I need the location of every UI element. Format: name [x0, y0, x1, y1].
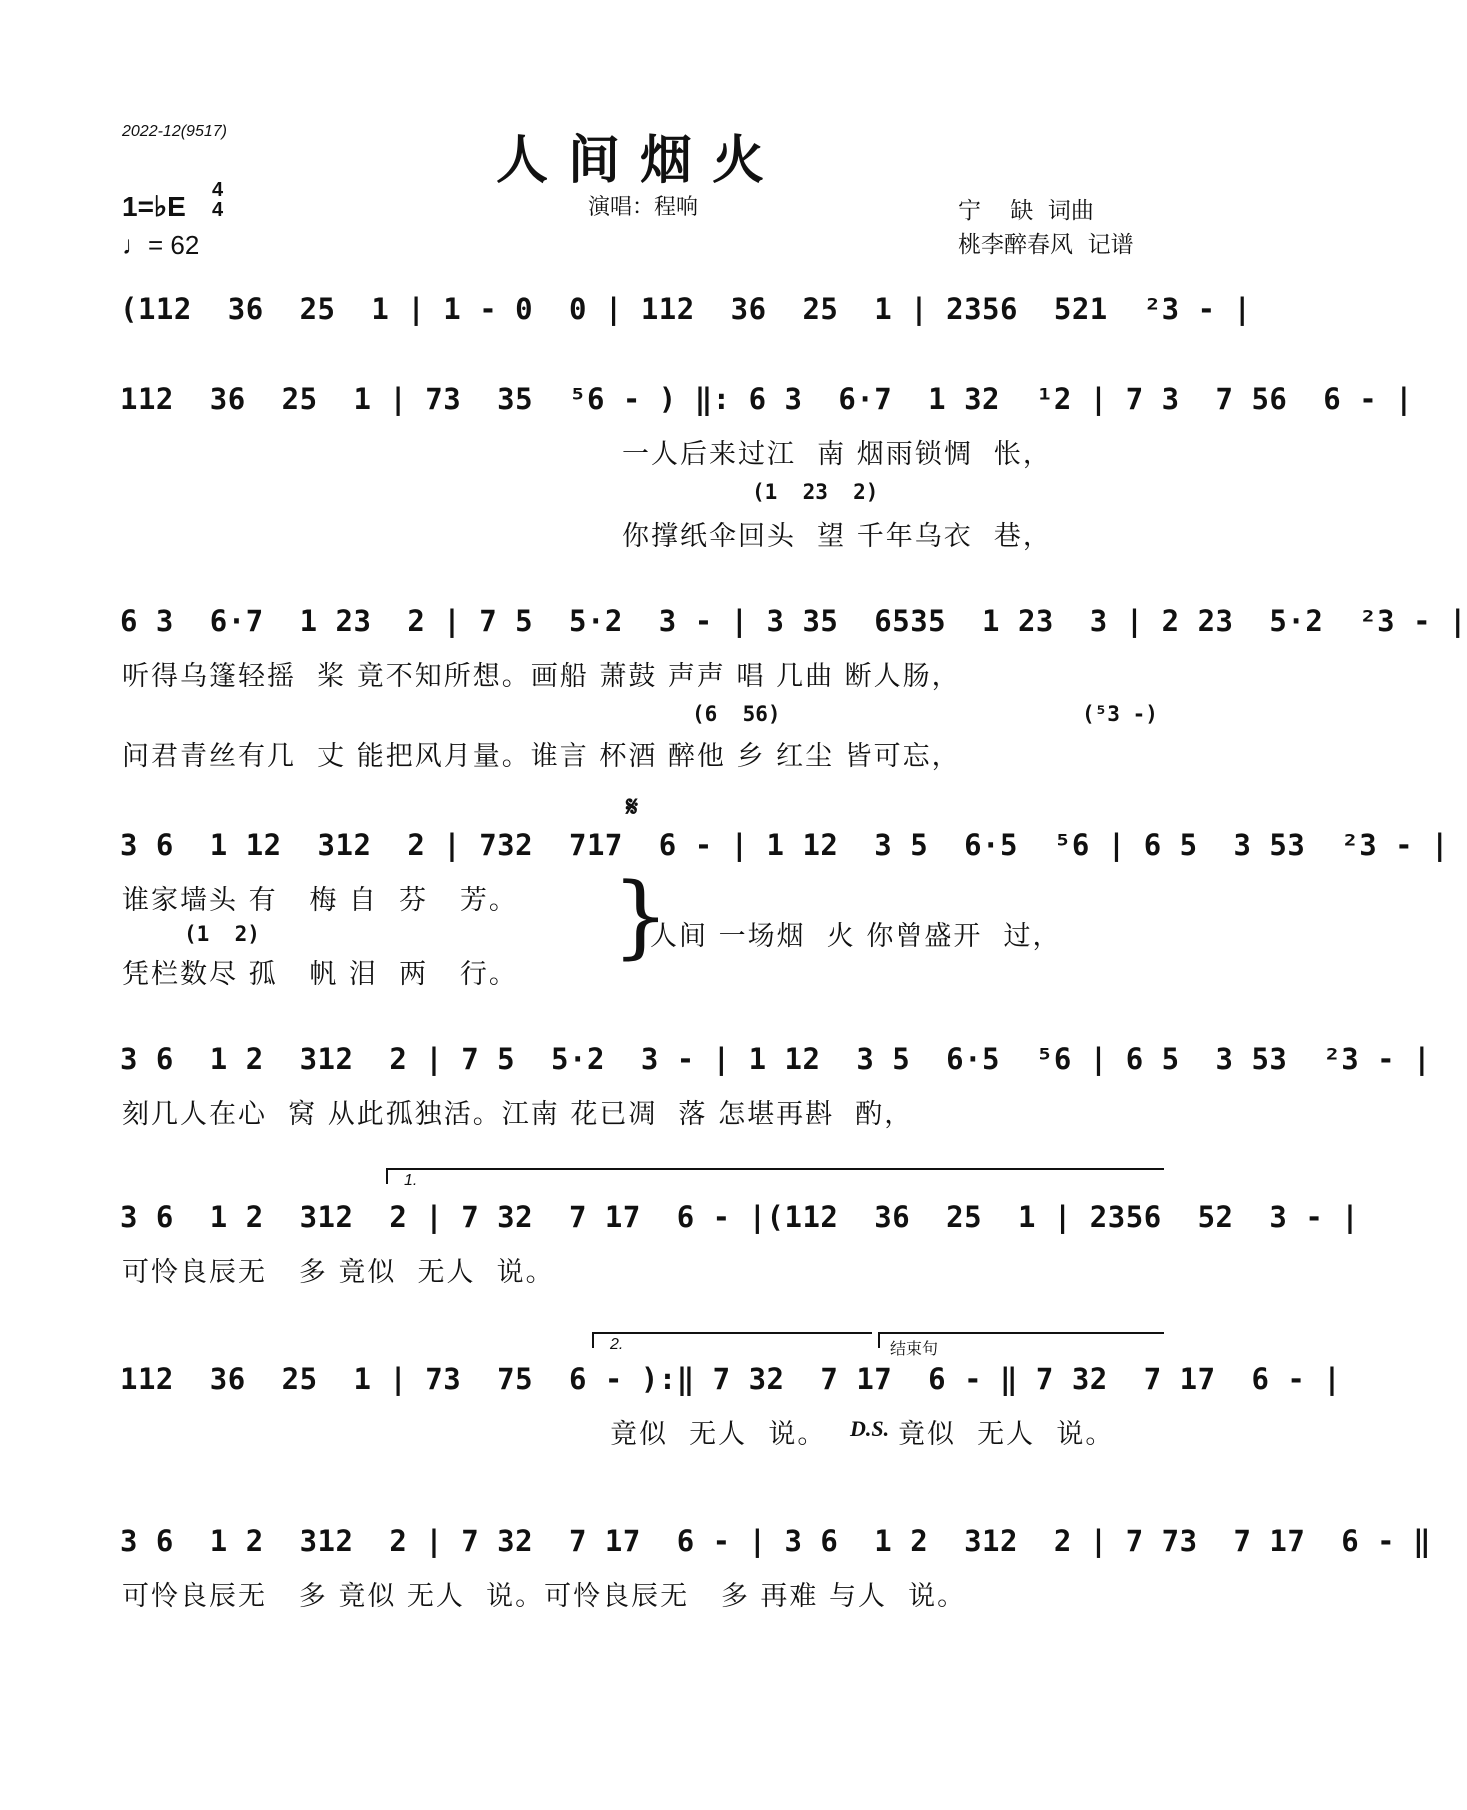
dal-segno-marking: D.S.	[850, 1416, 890, 1441]
verse-brace: }	[612, 864, 670, 969]
tempo-marking: ♩= 62	[122, 230, 200, 260]
lyric-row-4-verse-2: 凭栏数尽 孤 帆 泪 两 行。	[122, 959, 518, 990]
lyric-row-7-b: 竟似 无人 说。	[898, 1419, 1115, 1450]
notation-row-2: 112 36 25 1 | 73 35 ⁵6 - ) ‖: 6 3 6·7 1 32 ¹2 | 7 3 7 56 6 - |	[120, 382, 1414, 416]
song-title: 人间烟火	[495, 130, 784, 191]
lyric-row-3-verse-1: 听得乌篷轻摇 桨 竟不知所想。画船 萧鼓 声声 唱 几曲 断人肠，	[122, 661, 961, 692]
lyric-row-2-verse-1: 一人后来过江 南 烟雨锁惆 怅，	[622, 439, 1052, 470]
sub-notation-row-3: (6 56)	[692, 702, 781, 726]
meter-bottom: 4	[212, 199, 224, 221]
first-ending-bracket	[386, 1168, 1164, 1184]
second-ending-bracket	[592, 1332, 872, 1348]
lyric-row-4-refrain: 人间 一场烟 火 你曾盛开 过，	[650, 921, 1062, 952]
lyric-row-7-a: 竟似 无人 说。	[610, 1419, 827, 1450]
lyric-row-8: 可怜良辰无 多 竟似 无人 说。可怜良辰无 多 再难 与人 说。	[122, 1581, 967, 1612]
notation-row-3: 6 3 6·7 1 23 2 | 7 5 5·2 3 - | 3 35 6535 1 23 3 | 2 23 5·2 ²3 - |	[120, 604, 1467, 638]
sub-notation-row-4: (1 2)	[184, 922, 260, 946]
segno-sign: 𝄋	[626, 790, 639, 823]
notation-row-8: 3 6 1 2 312 2 | 7 32 7 17 6 - | 3 6 1 2 312 2 | 7 73 7 17 6 - ‖	[120, 1524, 1432, 1558]
first-ending-label: 1.	[404, 1172, 418, 1189]
notation-row-6: 3 6 1 2 312 2 | 7 32 7 17 6 - |(112 36 25 1 | 2356 52 3 - |	[120, 1200, 1360, 1234]
sub-notation-row-2: (1 23 2)	[752, 480, 879, 504]
sub-notation-row-3-end: (⁵3 -)	[1082, 702, 1158, 726]
lyric-row-3-verse-2: 问君青丝有几 丈 能把风月量。谁言 杯酒 醉他 乡 红尘 皆可忘，	[122, 741, 961, 772]
lyricist-credit: 宁 缺 词曲	[958, 198, 1094, 224]
serial-number: 2022-12(9517)	[122, 123, 227, 140]
second-ending-label: 2.	[610, 1336, 624, 1353]
singer-credit: 演唱：程响	[588, 195, 699, 220]
key-signature: 1=♭E	[122, 191, 186, 222]
time-signature	[212, 180, 223, 220]
lyric-row-4-verse-1: 谁家墙头 有 梅 自 芬 芳。	[122, 885, 518, 916]
transcriber-credit: 桃李醉春风 记谱	[958, 232, 1134, 258]
lyric-row-6: 可怜良辰无 多 竟似 无人 说。	[122, 1257, 555, 1288]
meter-top: 4	[212, 179, 224, 201]
notation-row-7: 112 36 25 1 | 73 75 6 - ):‖ 7 32 7 17 6 - ‖ 7 32 7 17 6 - |	[120, 1362, 1342, 1396]
notation-row-1: (112 36 25 1 | 1 - 0 0 | 112 36 25 1 | 2356 521 ²3 - |	[120, 292, 1252, 326]
notation-row-5: 3 6 1 2 312 2 | 7 5 5·2 3 - | 1 12 3 5 6·5 ⁵6 | 6 5 3 53 ²3 - |	[120, 1042, 1432, 1076]
lyric-row-2-verse-2: 你撑纸伞回头 望 千年乌衣 巷，	[622, 521, 1052, 552]
notation-row-4: 3 6 1 12 312 2 | 732 717 6 - | 1 12 3 5 6·5 ⁵6 | 6 5 3 53 ²3 - |	[120, 828, 1450, 862]
ending-phrase-label: 结束句	[890, 1341, 939, 1358]
lyric-row-5: 刻几人在心 窝 从此孤独活。江南 花已凋 落 怎堪再斟 酌，	[122, 1099, 914, 1130]
